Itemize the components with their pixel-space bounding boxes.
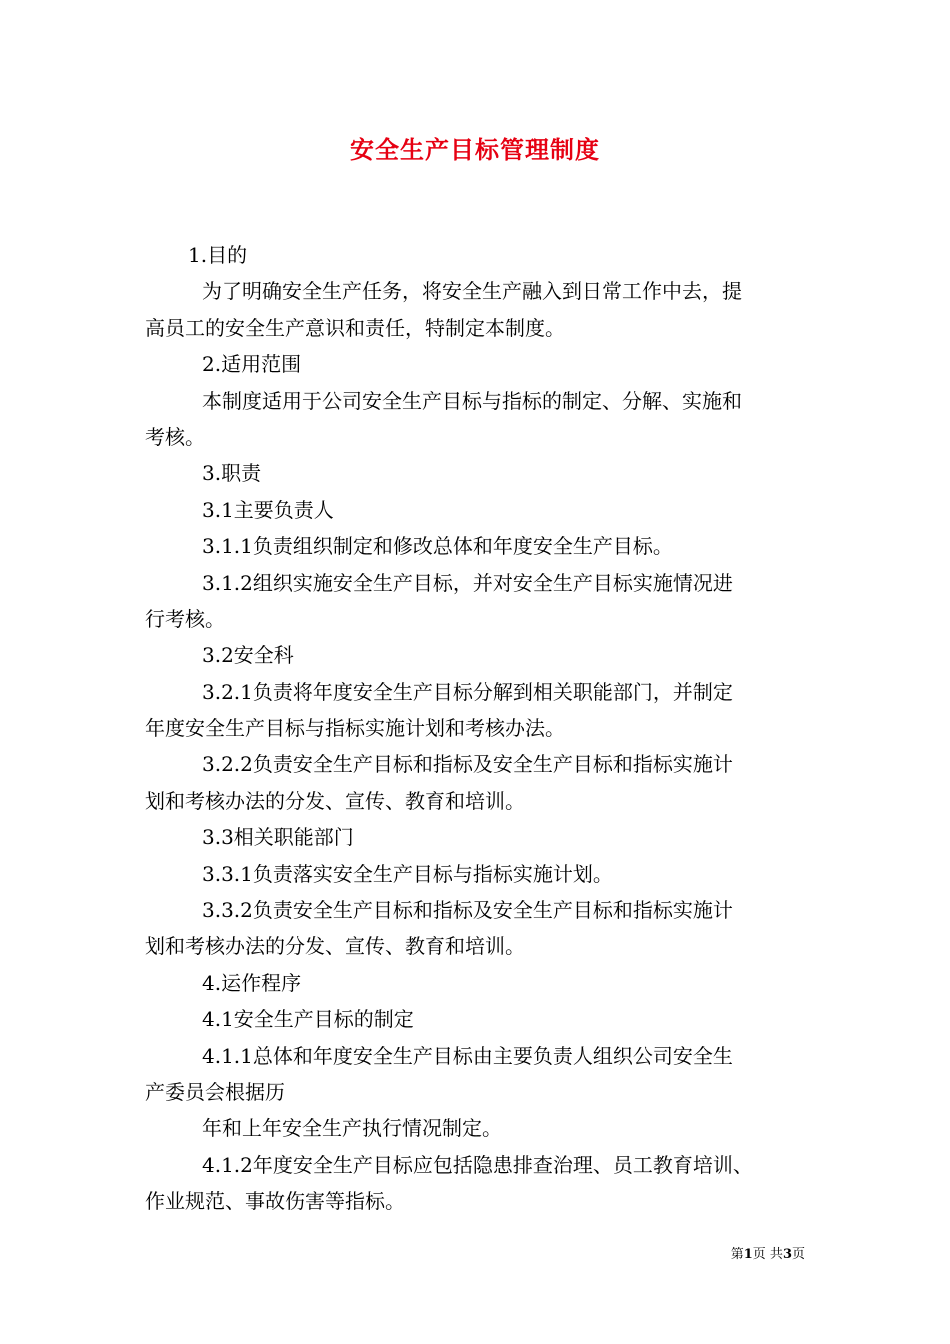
- body-line: 3.1.1负责组织制定和修改总体和年度安全生产目标。: [202, 534, 673, 559]
- body-line: 3.3.1负责落实安全生产目标与指标实施计划。: [202, 861, 613, 886]
- footer-current-page: 1: [743, 1247, 753, 1262]
- body-line: 3.3相关职能部门: [202, 825, 354, 850]
- body-line: 3.2安全科: [202, 643, 294, 668]
- body-line: 年度安全生产目标与指标实施计划和考核办法。: [145, 716, 565, 741]
- footer-prefix: 第: [730, 1247, 744, 1262]
- body-line: 4.1.2年度安全生产目标应包括隐患排查治理、员工教育培训、: [202, 1152, 753, 1177]
- body-line: 本制度适用于公司安全生产目标与指标的制定、分解、实施和: [202, 388, 742, 413]
- document-title: 安全生产目标管理制度: [350, 135, 600, 164]
- footer-middle: 页 共: [752, 1247, 783, 1262]
- body-line: 划和考核办法的分发、宣传、教育和培训。: [145, 934, 525, 959]
- body-line: 为了明确安全生产任务，将安全生产融入到日常工作中去，提: [202, 279, 742, 304]
- body-line: 行考核。: [145, 606, 225, 631]
- page-footer: [731, 1246, 805, 1264]
- body-line: 3.2.1负责将年度安全生产目标分解到相关职能部门，并制定: [202, 679, 733, 704]
- body-line: 4.运作程序: [202, 970, 302, 995]
- footer-total-pages: 3: [782, 1247, 792, 1262]
- footer-suffix: 页: [791, 1247, 805, 1262]
- body-line: 4.1.1总体和年度安全生产目标由主要负责人组织公司安全生: [202, 1043, 733, 1068]
- body-line: 划和考核办法的分发、宣传、教育和培训。: [145, 788, 525, 813]
- body-line: 4.1安全生产目标的制定: [202, 1007, 414, 1032]
- body-line: 3.1主要负责人: [202, 497, 334, 522]
- body-line: 3.3.2负责安全生产目标和指标及安全生产目标和指标实施计: [202, 898, 733, 923]
- body-line: 考核。: [145, 424, 205, 449]
- body-line: 作业规范、事故伤害等指标。: [145, 1189, 405, 1214]
- body-line: 高员工的安全生产意识和责任，特制定本制度。: [145, 315, 565, 340]
- body-line: 3.职责: [202, 461, 262, 486]
- body-line: 3.1.2组织实施安全生产目标，并对安全生产目标实施情况进: [202, 570, 733, 595]
- body-line: 3.2.2负责安全生产目标和指标及安全生产目标和指标实施计: [202, 752, 733, 777]
- body-line: 1.目的: [188, 243, 248, 267]
- body-line: 年和上年安全生产执行情况制定。: [202, 1116, 502, 1141]
- document-body: [145, 237, 810, 1220]
- body-line: 2.适用范围: [202, 352, 302, 377]
- body-line: 产委员会根据历: [145, 1079, 285, 1104]
